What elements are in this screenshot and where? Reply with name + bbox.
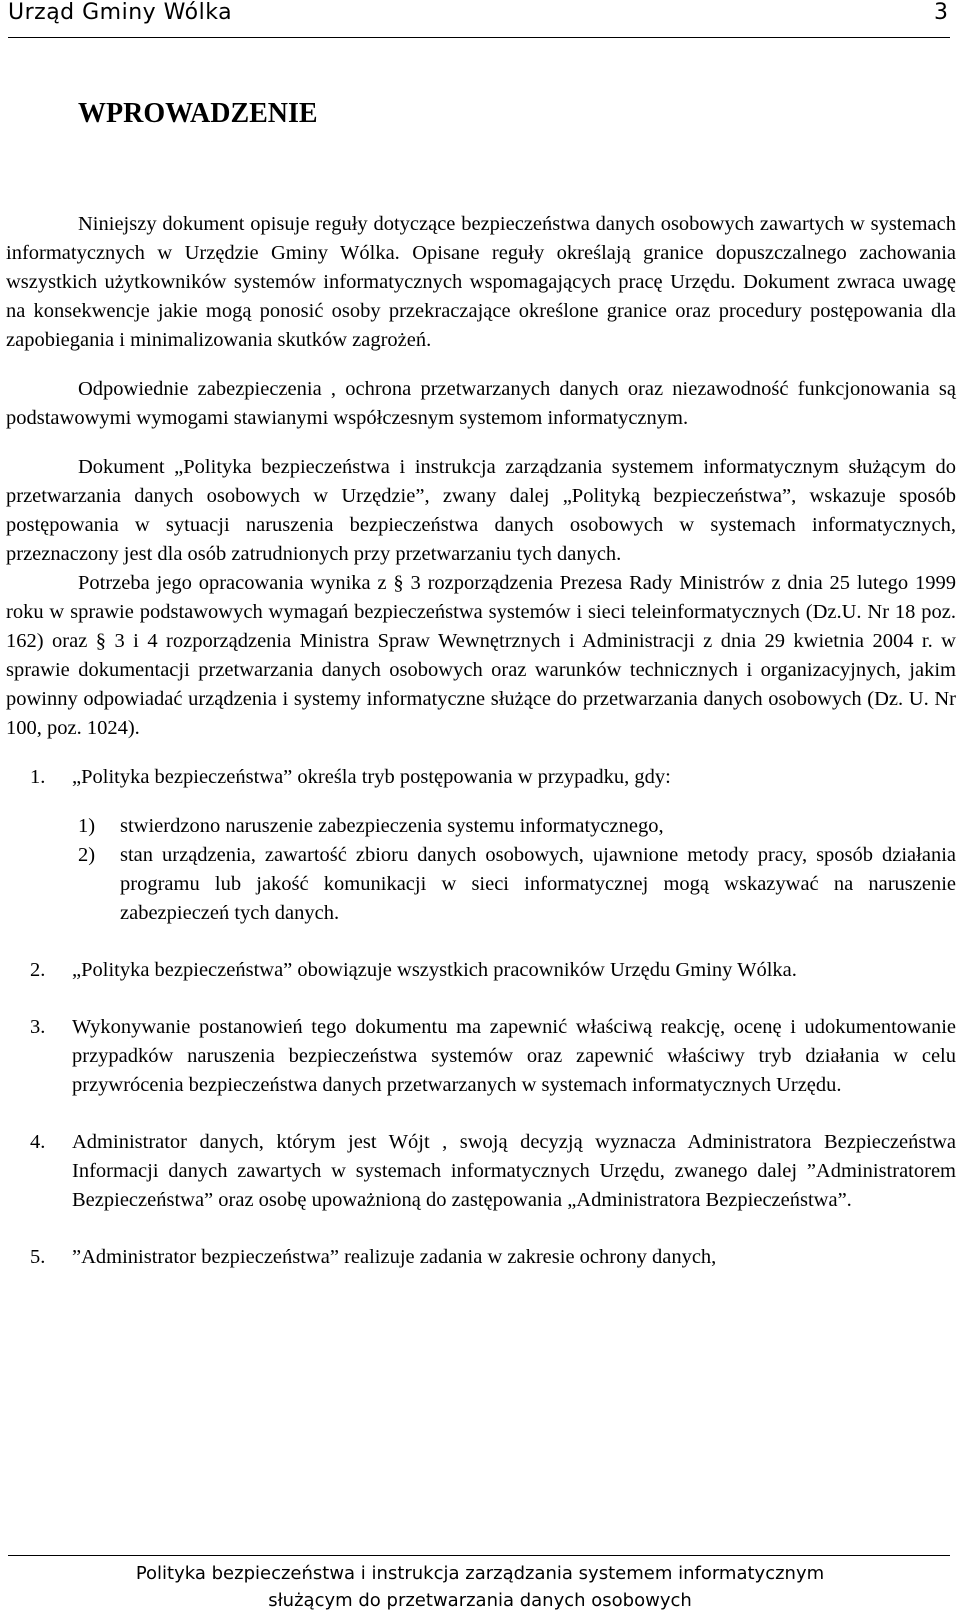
list-item-text: ”Administrator bezpieczeństwa” realizuje zadania w zakresie ochrony danych, — [72, 1246, 717, 1268]
sub-list-item-text: stwierdzono naruszenie zabezpieczenia systemu informatycznego, — [120, 815, 664, 837]
sub-list-item-text: stan urządzenia, zawartość zbioru danych osobowych, ujawnione metody pracy, sposób działania programu lub jakość komunikacji w sieci informatycznej mogą wskazywać na naruszenie zabezpieczeń tych danych. — [120, 844, 956, 924]
list-item-number: 4. — [30, 1131, 46, 1153]
list-item-number: 5. — [30, 1246, 46, 1268]
footer-line-2: służącym do przetwarzania danych osobowych — [268, 1590, 692, 1611]
footer-line-1: Polityka bezpieczeństwa i instrukcja zarządzania systemem informatycznym — [135, 1563, 825, 1584]
sub-list-item-number: 2) — [78, 844, 96, 866]
footer-divider — [8, 1555, 950, 1556]
list-item — [30, 1243, 956, 1272]
list-item-text: „Polityka bezpieczeństwa” określa tryb postępowania w przypadku, gdy: — [72, 766, 671, 788]
header-title: Urząd Gminy Wólka — [8, 0, 233, 25]
sub-list-item — [78, 841, 956, 928]
sub-list-item — [78, 812, 956, 841]
list-item — [30, 1013, 956, 1100]
paragraph-document: Dokument „Polityka bezpieczeństwa i instrukcja zarządzania systemem informatycznym służącym do przetwarzania danych osobowych w Urzędzie”, zwany dalej „Polityką bezpieczeństwa”, wskazuje sposób postępowania w sytuacji naruszenia bezpieczeństwa danych osobowych w systemach informatycznych, przeznaczony jest dla osób zatrudnionych przy przetwarzaniu tych danych. — [6, 456, 956, 565]
header-divider — [8, 37, 950, 38]
list-item — [30, 1128, 956, 1215]
paragraph-security: Odpowiednie zabezpieczenia , ochrona przetwarzanych danych oraz niezawodność funkcjonowania są podstawowymi wymogami stawianymi współczesnym systemom informatycznym. — [6, 378, 956, 429]
paragraph-intro: Niniejszy dokument opisuje reguły dotyczące bezpieczeństwa danych osobowych zawartych w systemach informatycznych w Urzędzie Gminy Wólka. Opisane reguły określają granice dopuszczalnego zachowania wszystkich użytkowników systemów informatycznych wspomagających pracę Urzędu. Dokument zwraca uwagę na konsekwencje jakie mogą ponosić osoby przekraczające określone granice oraz procedury postępowania dla zapobiegania i minimalizowania skutków zagrożeń. — [6, 213, 956, 351]
paragraph-legal-basis: Potrzeba jego opracowania wynika z § 3 rozporządzenia Prezesa Rady Ministrów z dnia 25 lutego 1999 roku w sprawie podstawowych wymagań bezpieczeństwa systemów i sieci teleinformatycznych (Dz.U. Nr 18 poz. 162) oraz § 3 i 4 rozporządzenia Ministra Spraw Wewnętrznych i Administracji z dnia 29 kwietnia 2004 r. w sprawie dokumentacji przetwarzania danych osobowych oraz warunków technicznych i organizacyjnych, jakim powinny odpowiadać urządzenia i systemy informatyczne służące do przetwarzania danych osobowych (Dz. U. Nr 100, poz. 1024). — [6, 572, 956, 739]
list-item-text: „Polityka bezpieczeństwa” obowiązuje wszystkich pracowników Urzędu Gminy Wólka. — [72, 959, 797, 981]
list-item-text: Wykonywanie postanowień tego dokumentu ma zapewnić właściwą reakcję, ocenę i udokumentowanie przypadków naruszenia bezpieczeństwa systemów oraz zapewnić właściwy tryb działania w celu przywrócenia bezpieczeństwa danych przetwarzanych w systemach informatycznych Urzędu. — [72, 1016, 956, 1096]
list-item — [30, 763, 956, 792]
list-item-number: 2. — [30, 959, 46, 981]
section-title: WPROWADZENIE — [78, 98, 318, 129]
list-item-number: 3. — [30, 1016, 46, 1038]
page-number: 3 — [934, 0, 948, 25]
page-header — [8, 0, 948, 38]
list-item-text: Administrator danych, którym jest Wójt , swoją decyzją wyznacza Administratora Bezpieczeństwa Informacji danych zawartych w systemach informatycznych Urzędu, zwanego dalej ”Administratorem Bezpieczeństwa” oraz osobę upoważnioną do zastępowania „Administratora Bezpieczeństwa”. — [72, 1131, 956, 1211]
list-item — [30, 956, 956, 985]
document-body — [6, 210, 956, 1272]
page-footer — [0, 1560, 960, 1614]
list-item-number: 1. — [30, 766, 46, 788]
sub-list-item-number: 1) — [78, 815, 96, 837]
